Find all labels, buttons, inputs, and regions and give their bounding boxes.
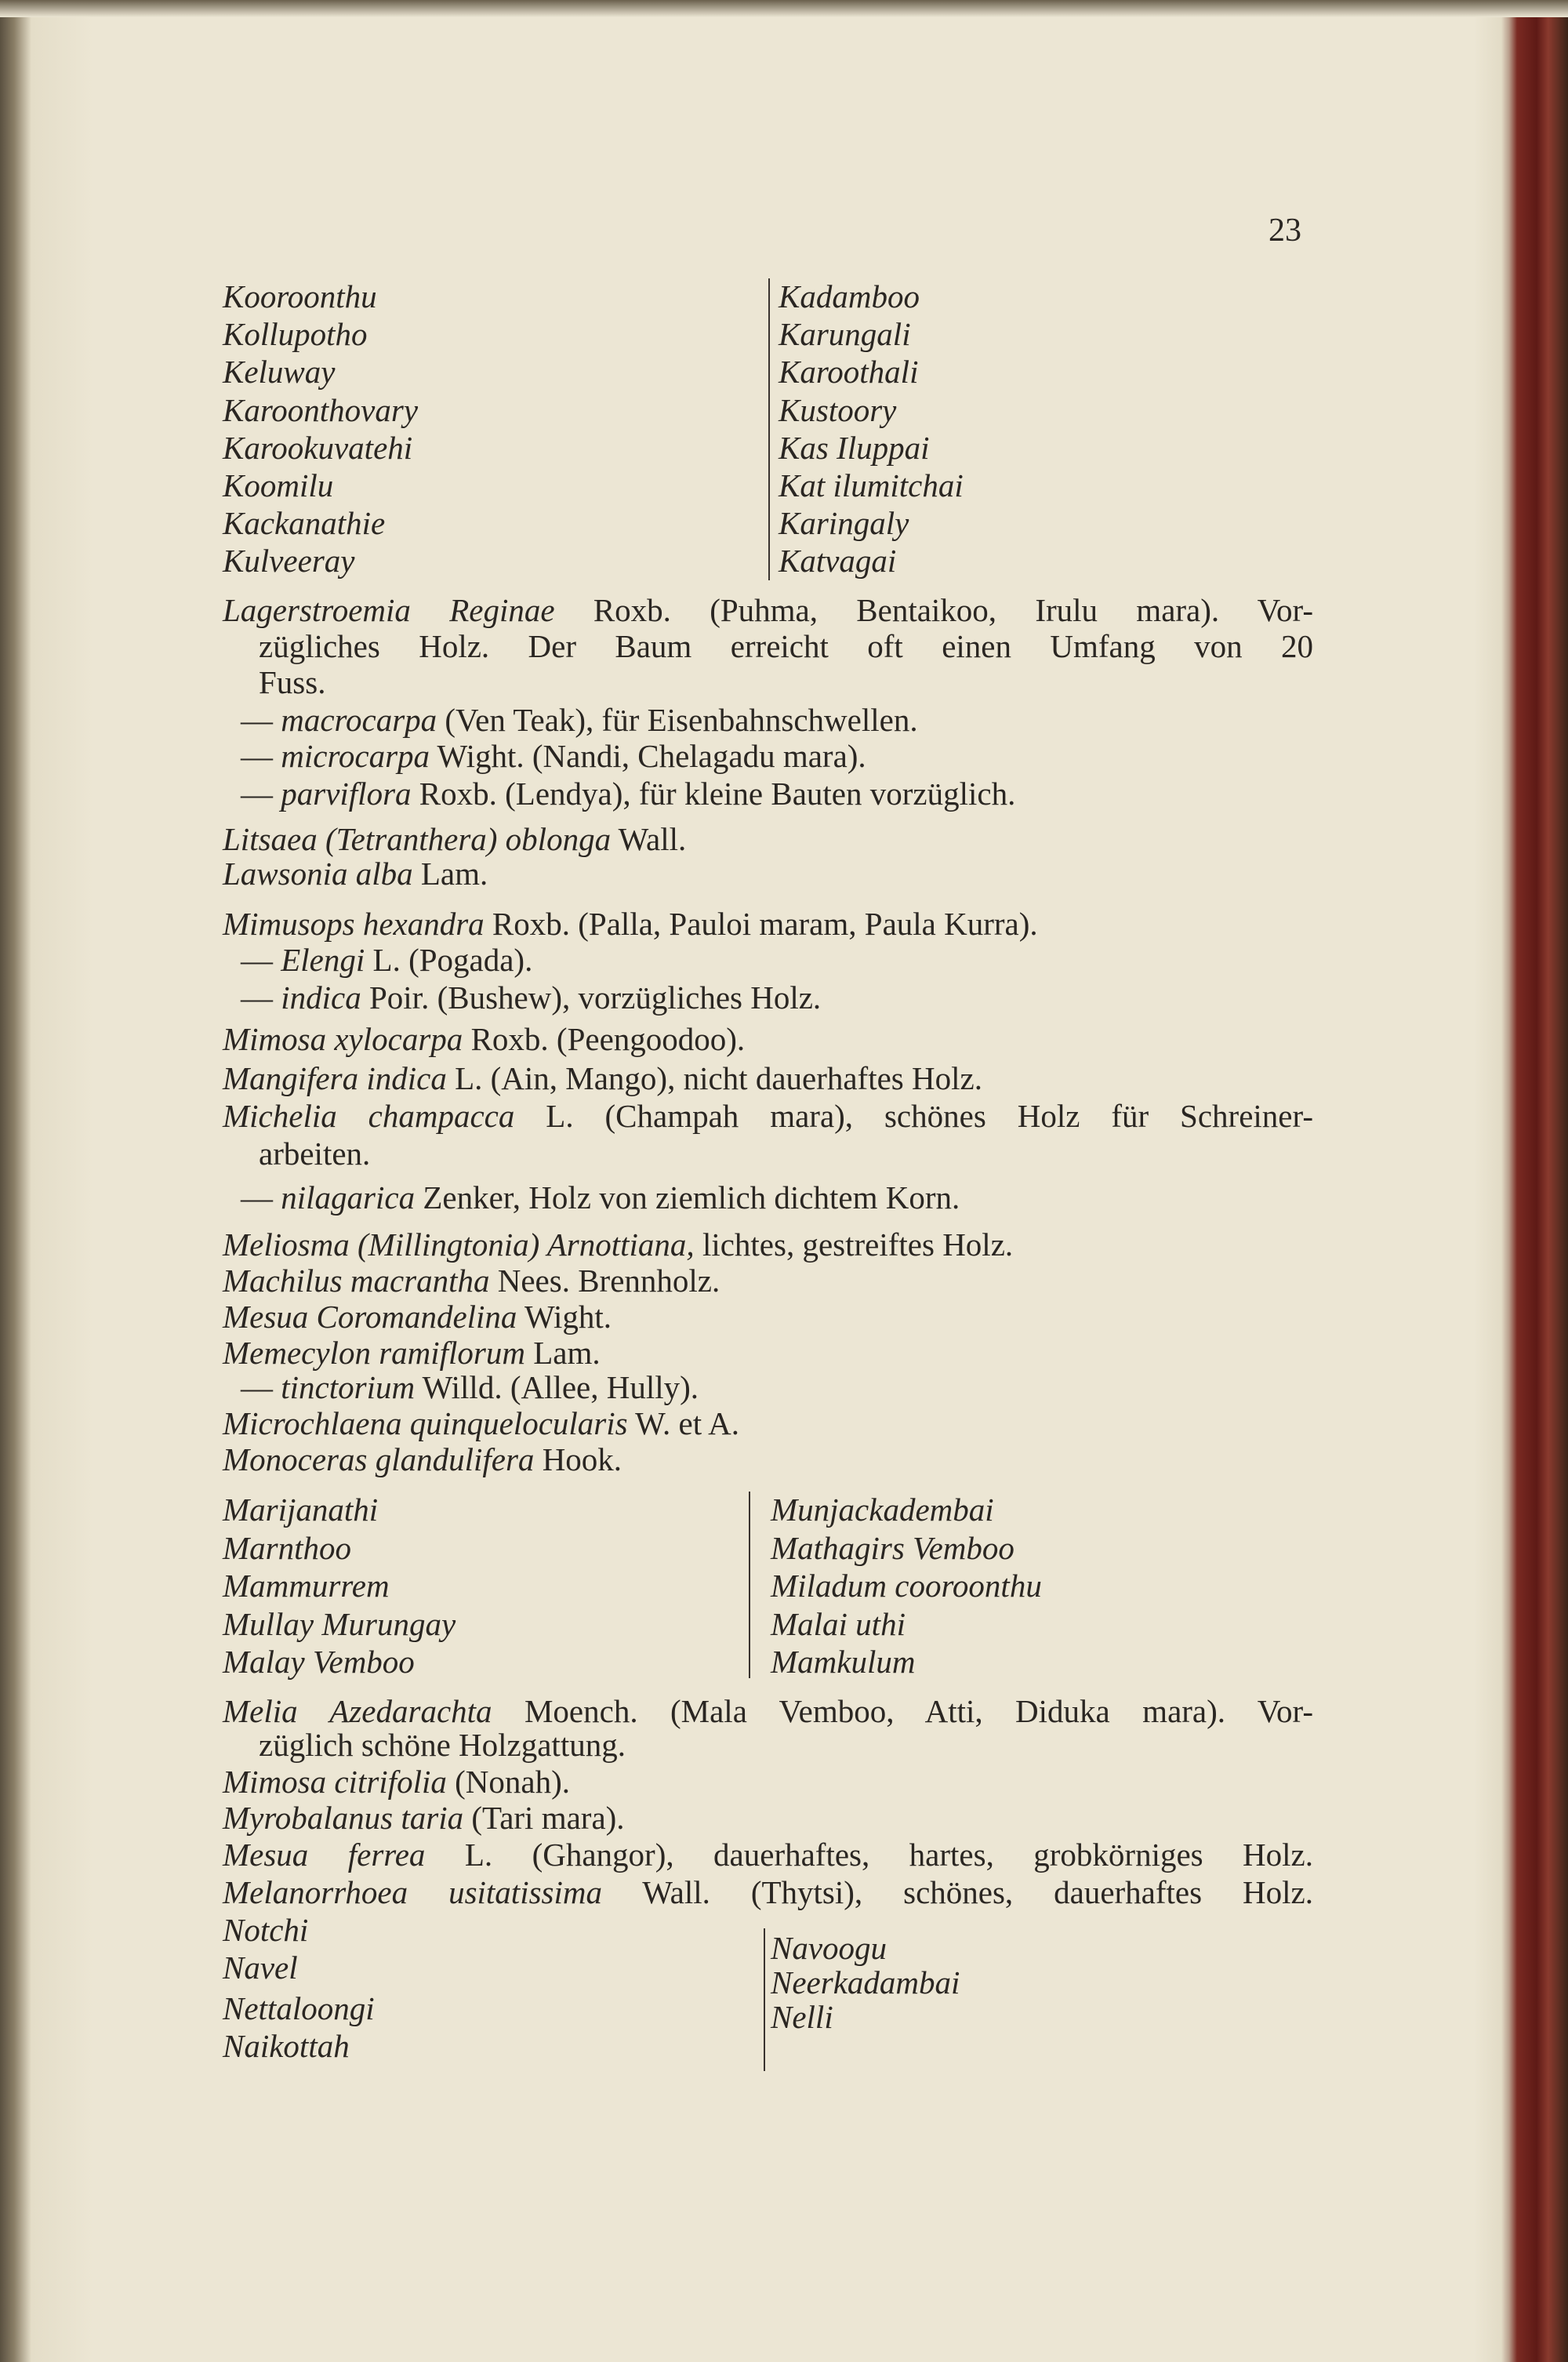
table-entry-right: Kadamboo [779,278,920,314]
text-segment: arbeiten. [259,1136,371,1172]
species-name: Myrobalanus taria [223,1800,464,1836]
text-line [223,1405,739,1441]
text-segment: Lam. [525,1335,601,1371]
table-entry-right: Karungali [779,316,911,352]
text-line [223,856,488,892]
species-name: Monoceras glandulifera [223,1441,535,1477]
text-segment: Fuss. [259,664,326,700]
table-entry-right: Munjackadembai [771,1492,994,1528]
text-segment: züglich schöne Holzgattung. [259,1727,626,1763]
text-segment: Roxb. (Puhma, Bentaikoo, Irulu mara). Vor- [554,592,1313,628]
text-segment: Wight. [517,1299,612,1335]
species-name: Memecylon ramiflorum [223,1335,525,1371]
table-entry-right: Mamkulum [771,1644,916,1680]
text-line [223,1764,570,1800]
text-segment: lichtes, gestreiftes Holz. [694,1226,1014,1263]
species-name: tinctorium [281,1369,416,1405]
column-divider [768,278,770,580]
text-segment: (Ven Teak), für Eisenbahnschwellen. [437,702,918,738]
text-line [223,1226,1013,1263]
table-entry-right: Nelli [771,1999,833,2035]
text-segment: L. (Ain, Mango), nicht dauerhaftes Holz. [446,1060,982,1096]
text-line [241,738,866,774]
table-entry-left: Marijanathi [223,1492,379,1528]
species-name: Litsaea (Tetranthera) oblonga [223,821,612,857]
text-segment: L. (Ghangor), dauerhaftes, hartes, grobkörniges Holz. [425,1837,1313,1873]
species-name: Michelia champacca [223,1098,515,1134]
table-entry-right: Karingaly [779,505,909,541]
text-line [223,1693,1313,1729]
table-entry-left: Kooroonthu [223,278,377,314]
table-entry-right: Neerkadambai [771,1964,960,2000]
text-line [259,628,1313,664]
species-name: Mesua Coromandelina [223,1299,517,1335]
text-segment: — [241,942,281,978]
species-name: nilagarica [281,1179,416,1216]
text-segment: Wall. [611,821,687,857]
page-top-edge [0,0,1568,17]
table-entry-right: Katvagai [779,543,897,579]
table-entry-right: Mathagirs Vemboo [771,1530,1014,1566]
text-segment: — [241,979,281,1016]
species-name: Mimusops hexandra [223,906,485,942]
table-entry-right: Miladum cooroonthu [771,1568,1042,1604]
table-entry-left: Malay Vemboo [223,1644,415,1680]
text-segment: Wall. (Thytsi), schönes, dauerhaftes Holz. [602,1874,1313,1910]
text-line [241,979,821,1016]
text-segment: (Nonah). [446,1764,570,1800]
text-line [223,1021,745,1057]
text-line [259,1727,626,1763]
table-entry-left: Kackanathie [223,505,386,541]
table-entry-left: Notchi [223,1912,309,1948]
text-segment: L. (Pogada). [365,942,533,978]
text-segment: — [241,1369,281,1405]
column-divider [764,1928,765,2071]
text-line [223,1837,1313,1873]
species-name: Mangifera indica [223,1060,447,1096]
species-name: parviflora [281,776,412,812]
text-segment: Roxb. (Peengoodoo). [463,1021,746,1057]
text-segment: — [241,702,281,738]
text-segment: W. et A. [627,1405,739,1441]
text-line [223,821,686,857]
text-segment: Roxb. (Lendya), für kleine Bauten vorzüglich. [411,776,1016,812]
text-line [223,1335,601,1371]
species-name: Machilus macrantha [223,1263,490,1299]
table-entry-left: Mammurrem [223,1568,390,1604]
table-entry-left: Navel [223,1950,298,1986]
table-entry-right: Navoogu [771,1930,887,1966]
table-entry-left: Mullay Murungay [223,1606,456,1642]
text-line [223,906,1038,942]
table-entry-left: Marnthoo [223,1530,351,1566]
species-name: Meliosma (Millingtonia) Arnottiana, [223,1226,695,1263]
text-line [223,1800,625,1836]
text-line [223,1060,982,1096]
table-entry-left: Kollupotho [223,316,368,352]
page-number: 23 [1269,213,1301,249]
text-line [241,776,1015,812]
text-segment: Wight. (Nandi, Chelagadu mara). [430,738,866,774]
table-entry-right: Malai uthi [771,1606,906,1642]
text-segment: — [241,776,281,812]
text-segment: L. (Champah mara), schönes Holz für Schreiner- [514,1098,1313,1134]
text-line [241,702,918,738]
column-divider [749,1492,750,1678]
text-segment: Zenker, Holz von ziemlich dichtem Korn. [415,1179,960,1216]
table-entry-right: Kat ilumitchai [779,467,964,503]
table-entry-left: Koomilu [223,467,334,503]
text-line [223,1263,720,1299]
species-name: macrocarpa [281,702,437,738]
text-line [223,1098,1313,1134]
text-segment: Willd. (Allee, Hully). [415,1369,699,1405]
text-line [241,1179,960,1216]
species-name: Elengi [281,942,365,978]
species-name: Melia Azedarachta [223,1693,492,1729]
table-entry-left: Karoonthovary [223,392,419,428]
table-entry-left: Naikottah [223,2028,350,2064]
table-entry-right: Karoothali [779,354,919,390]
species-name: Mimosa citrifolia [223,1764,447,1800]
table-entry-left: Kulveeray [223,543,355,579]
text-segment: — [241,738,281,774]
table-entry-right: Kustoory [779,392,897,428]
table-entry-left: Nettaloongi [223,1990,375,2026]
text-segment: Moench. (Mala Vemboo, Atti, Diduka mara). Vor- [492,1693,1313,1729]
species-name: Mimosa xylocarpa [223,1021,463,1057]
table-entry-left: Keluway [223,354,336,390]
text-segment: Lam. [412,856,488,892]
table-entry-left: Karookuvatehi [223,430,413,466]
text-segment: — [241,1179,281,1216]
text-line [223,592,1313,628]
text-segment: Hook. [534,1441,622,1477]
text-line [241,1369,699,1405]
species-name: Melanorrhoea usitatissima [223,1874,602,1910]
text-line [223,1299,612,1335]
text-segment: Roxb. (Palla, Pauloi maram, Paula Kurra). [484,906,1038,942]
species-name: Lagerstroemia Reginae [223,592,555,628]
species-name: Microchlaena quinquelocularis [223,1405,628,1441]
species-name: indica [281,979,361,1016]
text-line [223,1441,622,1477]
text-segment: zügliches Holz. Der Baum erreicht oft einen Umfang von 20 [259,628,1313,664]
text-segment: Nees. Brennholz. [489,1263,720,1299]
text-segment: Poir. (Bushew), vorzügliches Holz. [361,979,822,1016]
species-name: Mesua ferrea [223,1837,426,1873]
table-entry-right: Kas Iluppai [779,430,930,466]
text-line [259,664,325,700]
text-segment: (Tari mara). [463,1800,625,1836]
text-line [241,942,532,978]
species-name: microcarpa [281,738,430,774]
text-line [259,1136,370,1172]
text-line [223,1874,1313,1910]
species-name: Lawsonia alba [223,856,413,892]
